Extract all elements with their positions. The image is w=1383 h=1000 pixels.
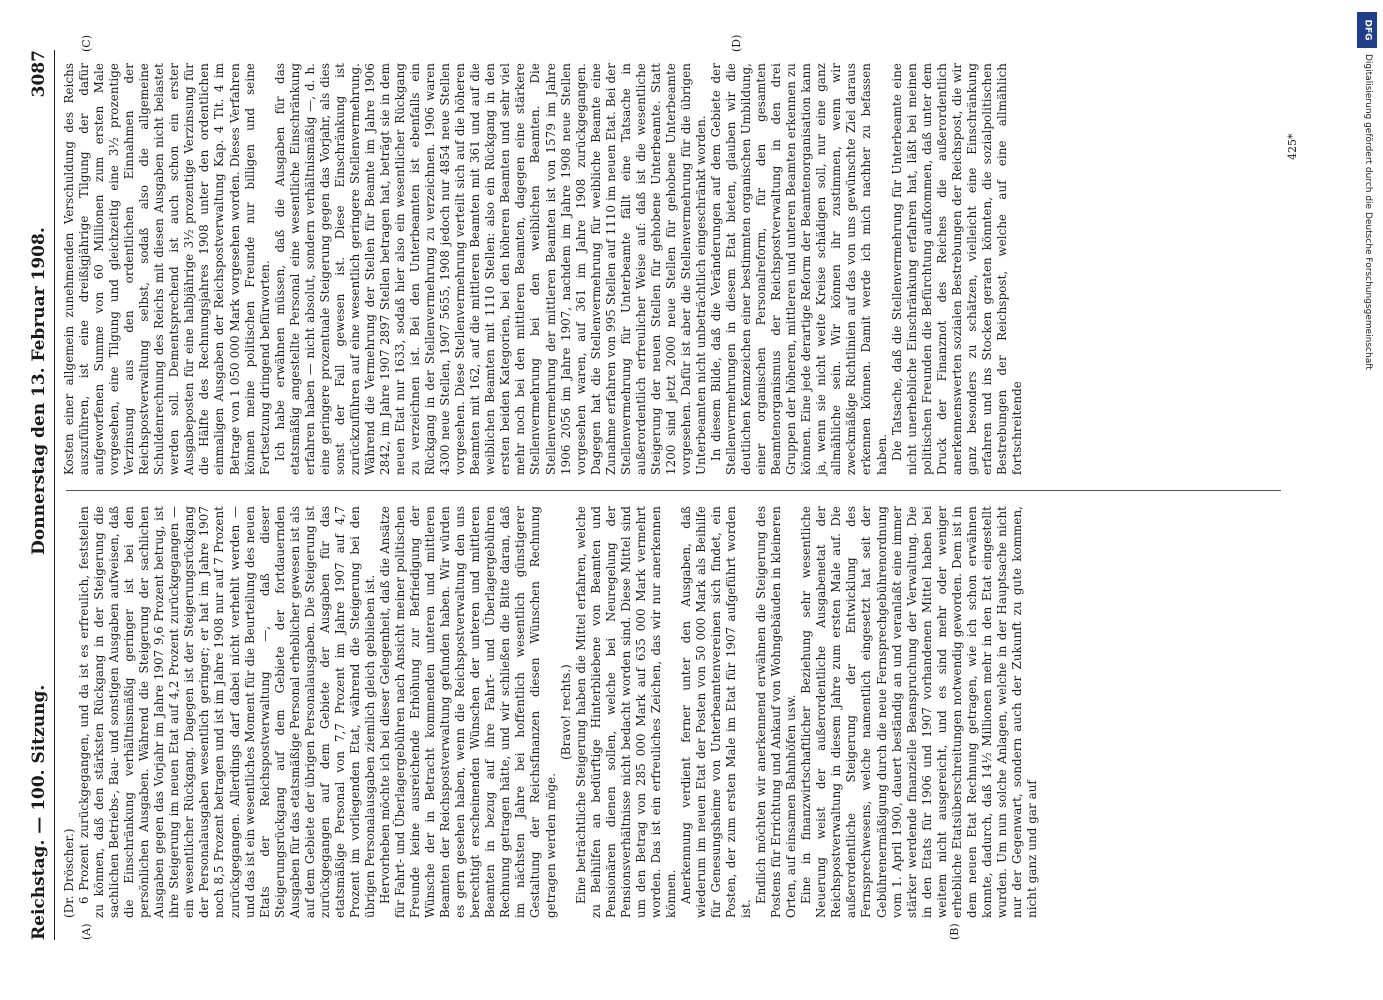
paragraph: Eine beträchtliche Steigerung haben die Mittel erfahren, welche zu Beihilfen an bedürftige Hinterbliebene von Beamten und Pensionären dienen sollen, welche bei Neuregelung der Pensionsverhältnisse nicht bedacht worden sind. Diese Mittel sind um den Betrag von 285 000 Mark auf 635 000 Mark vermehrt worden. Das ist ein erfreuliches Zeichen, das wir nur anerkennen können. bbox=[573, 506, 678, 918]
right-text-column bbox=[62, 63, 1025, 475]
paragraph: Hervorheben möchte ich bei dieser Gelegenheit, daß die Ansätze für Fahrt- und Überlagergebühren nach Ansicht meiner politischen Freunde keine ausreichende Erhöhung zur Befriedigung der Wünsche der in Betracht kommenden unteren und mittleren Beamten der Reichspostverwaltung gefunden haben. Wir würden es gern gesehen haben, wenn die Reichspostverwaltung den uns berechtigt erscheinenden Wünschen der unteren und mittleren Beamten in bezug auf ihre Fahrt- und Überlagergebühren Rechnung getragen hätte, und wir schließen die Bitte daran, daß im nächsten Jahre bei hoffentlich wesentlich günstigerer Gestaltung der Reichsfinanzen diesen Wünschen Rechnung getragen werden möge. bbox=[377, 506, 558, 918]
paragraph: Anerkennung verdient ferner unter den Ausgaben, daß wiederum im neuen Etat der Posten von 50 000 Mark als Beihilfe für Genesungsheime von Unterbeamtenvereinen sich findet, ein Posten, der zum ersten Male im Etat für 1907 aufgeführt worden ist. bbox=[678, 506, 754, 918]
margin-mark-b: (B) bbox=[948, 923, 961, 940]
running-header bbox=[26, 50, 52, 940]
digitization-sidebar bbox=[1355, 6, 1381, 996]
header-left: Reichstag. — 100. Sitzung. bbox=[29, 684, 49, 940]
page-number: 3087 bbox=[29, 50, 49, 98]
paragraph: Endlich möchten wir anerkennend erwähnen die Steigerung des Postens für Errichtung und Ankauf von Wohngebäuden in kleineren Orten, auf einsamen Bahnhöfen usw. bbox=[754, 506, 799, 918]
margin-mark-d: (D) bbox=[730, 34, 743, 52]
dfg-logo: DFG bbox=[1357, 12, 1377, 48]
digitization-credit: Digitalisierung gefördert durch die Deutsche Forschungsgemeinschaft bbox=[1363, 54, 1373, 370]
paragraph: Kosten einer allgemein zunehmenden Verschuldung des Reichs auszuführen, ist eine dreißigjährige Tilgung der dafür aufgeworfenen Summe von 60 Millionen zum ersten Male vorgesehen, eine Tilgung und gleichzeitig eine 3½ prozentige Verzinsung aus den ordentlichen Einnahmen der Reichspostverwaltung selbst, sodaß also die allgemeine Schuldenrechnung des Reichs mit diesen Ausgaben nicht belastet werden soll. Dementsprechend ist auch schon ein erster Ausgabeposten für eine halbjährige 3½ prozentige Verzinsung für die Hälfte des Rechnungsjahres 1908 unter den ordentlichen einmaligen Ausgaben der Reichspostverwaltung Kap. 4 Tit. 4 im Betrage von 1 050 000 Mark vorgesehen worden. Dieses Verfahren können meine politischen Freunde nur billigen und seine Fortsetzung dringend befürworten. bbox=[62, 63, 272, 475]
paragraph: 6 Prozent zurückgegangen, und da ist es erfreulich, feststellen zu können, daß den stärksten Rückgang in der Steigerung die sachlichen Betriebs-, Bau- und sonstigen Ausgaben aufweisen, daß die Einschränkung verhältnismäßig geringer ist bei den persönlichen Ausgaben. Während die Steigerung der sachlichen Ausgaben gegen das Vorjahr im Jahre 1907 9,6 Prozent betrug, ist ihre Steigerung im neuen Etat auf 4,2 Prozent zurückgegangen — ein wesentlicher Rückgang. Dagegen ist der Steigerungsrückgang der Personalausgaben wesentlich geringer; er hat im Jahre 1907 noch 8,5 Prozent betragen und ist im Jahre 1908 nur auf 7 Prozent zurückgegangen. Allerdings darf dabei nicht verhehlt werden — und das ist ein wesentliches Moment für die Beurteilung des neuen Etats der Reichspostverwaltung —, daß dieser Steigerungsrückgang auf dem Gebiete der fortdauernden Ausgaben für das etatsmäßige Personal erheblicher gewesen ist als auf dem Gebiete der übrigen Personalausgaben. Die Steigerung ist zurückgegangen auf dem Gebiete der Ausgaben für das etatsmäßige Personal von 7,7 Prozent im Jahre 1907 auf 4,7 Prozent im vorliegenden Etat, während die Steigerung bei den übrigen Personalausgaben ziemlich gleich geblieben ist. bbox=[77, 506, 377, 918]
left-text-column bbox=[62, 506, 1040, 918]
paragraph: Die Tatsache, daß die Stellenvermehrung für Unterbeamte eine nicht unerhebliche Einschränkung erfahren hat, läßt bei meinen politischen Freunden die Befürchtung aufkommen, daß unter dem Druck der Finanznot des Reiches die außerordentlich anerkennenswerten sozialen Bestrebungen der Reichspost, die wir ganz besonders zu schätzen, vielleicht eine Einschränkung erfahren und ins Stocken geraten könnten, die sozialpolitischen Bestrebungen der Reichspost, welche auf eine allmählich fortschreitende bbox=[889, 63, 1024, 475]
rotated-document-sheet bbox=[18, 20, 1318, 980]
margin-mark-a: (A) bbox=[80, 923, 93, 940]
margin-mark-c: (C) bbox=[80, 35, 93, 52]
applause-note: (Bravo! rechts.) bbox=[558, 664, 573, 760]
paragraph: Ich habe erwähnen müssen, daß die Ausgaben für das etatsmäßig angestellte Personal eine wesentliche Einschränkung erfahren haben — nicht absolut, sondern verhältnismäßig —, d. h. eine geringere prozentuale Steigerung gegen das Vorjahr, als dies sonst der Fall gewesen ist. Diese Einschränkung ist zurückzuführen auf eine wesentlich geringere Stellenvermehrung. Während die Vermehrung der Stellen für Beamte im Jahre 1906 2842, im Jahre 1907 2897 Stellen betragen hat, beträgt sie in dem neuen Etat nur 1633, sodaß hier also ein wesentlicher Rückgang zu verzeichnen ist. Bei den Unterbeamten ist ebenfalls ein Rückgang in der Stellenvermehrung zu verzeichnen. 1906 waren 4300 neue Stellen, 1907 5655, 1908 jedoch nur 4854 neue Stellen vorgesehen. Diese Stellenvermehrung verteilt sich auf die höheren Beamten mit 162, auf die mittleren Beamten mit 361 und auf die weiblichen Beamten mit 1110 Stellen: also ein Rückgang in den ersten beiden Kategorien, bei den höheren Beamten und sehr viel mehr noch bei den mittleren Beamten, dagegen eine stärkere Stellenvermehrung bei den weiblichen Beamten. Die Stellenvermehrung der mittleren Beamten ist von 1579 im Jahre 1906 2056 im Jahre 1907, nachdem im Jahre 1908 neue Stellen vorgesehen waren, auf 361 im Jahre 1908 zurückgegangen. Dagegen hat die Stellenvermehrung für weibliche Beamte eine Zunahme erfahren von 995 Stellen auf 1110 im neuen Etat. Bei der Stellenvermehrung für Unterbeamte fällt eine Tatsache in außerordentlich erfreulicher Weise auf: daß ist die wesentliche Steigerung der neuen Stellen für gehobene Unterbeamte. Statt 1200 sind jetzt 2000 neue Stellen für gehobene Unterbeamte vorgesehen. Dafür ist aber die Stellenvermehrung für die übrigen Unterbeamten nicht unbeträchtlich eingeschränkt worden. bbox=[272, 63, 708, 475]
header-center: Donnerstag den 13. Februar 1908. bbox=[29, 227, 49, 555]
paragraph: Eine in finanzwirtschaftlicher Beziehung sehr wesentliche Neuerung weist der außerordentliche Ausgabenetat der Reichspostverwaltung in diesem Jahre zum ersten Male auf. Die außerordentliche Steigerung der Entwicklung des Fernsprechwesens, welche namentlich eingesetzt hat seit der Gebührenermäßigung durch die neue Fernsprechgebührenordnung vom 1. April 1900, dauert beständig an und veranlaßt eine immer stärker werdende finanzielle Beanspruchung der Verwaltung. Die in den Etats für 1906 und 1907 vorhandenen Mittel haben bei weitem nicht ausgereicht, und es sind mehr oder weniger erhebliche Etatsüberschreitungen notwendig geworden. Dem ist in dem neuen Etat Rechnung getragen, wie ich schon erwähnen konnte, dadurch, daß 14½ Millionen mehr in den Etat eingestellt wurden. Um nun solche Anlagen, welche in der Hauptsache nicht nur der Gegenwart, sondern auch der Zukunft zu gute kommen, nicht ganz und gar auf bbox=[799, 506, 1039, 918]
paragraph: In diesem Bilde, daß die Veränderungen auf dem Gebiete der Stellenvermehrungen in diesem Etat bieten, glauben wir die deutlichen Kennzeichen einer bestimmten organischen Umbildung, einer organischen Personalreform, für den gesamten Beamtenorganismus der Reichspostverwaltung in den drei Gruppen der höheren, mittleren und unteren Beamten erkennen zu können. Eine jede derartige Reform der Beamtenorganisation kann ja, wenn sie nicht weite Kreise schädigen soll, nur eine ganz allmähliche sein. Wir können ihr zustimmen, wenn wir zweckmäßige Richtlinien auf das von uns gewünschte Ziel daraus erkennen können. Damit werde ich mich nachher zu befassen haben. bbox=[709, 63, 889, 475]
header-rule bbox=[54, 50, 55, 940]
speaker-line: (Dr. Dröscher.) bbox=[62, 828, 76, 918]
signature-number: 425* bbox=[1286, 133, 1299, 160]
column-divider bbox=[66, 490, 1281, 491]
